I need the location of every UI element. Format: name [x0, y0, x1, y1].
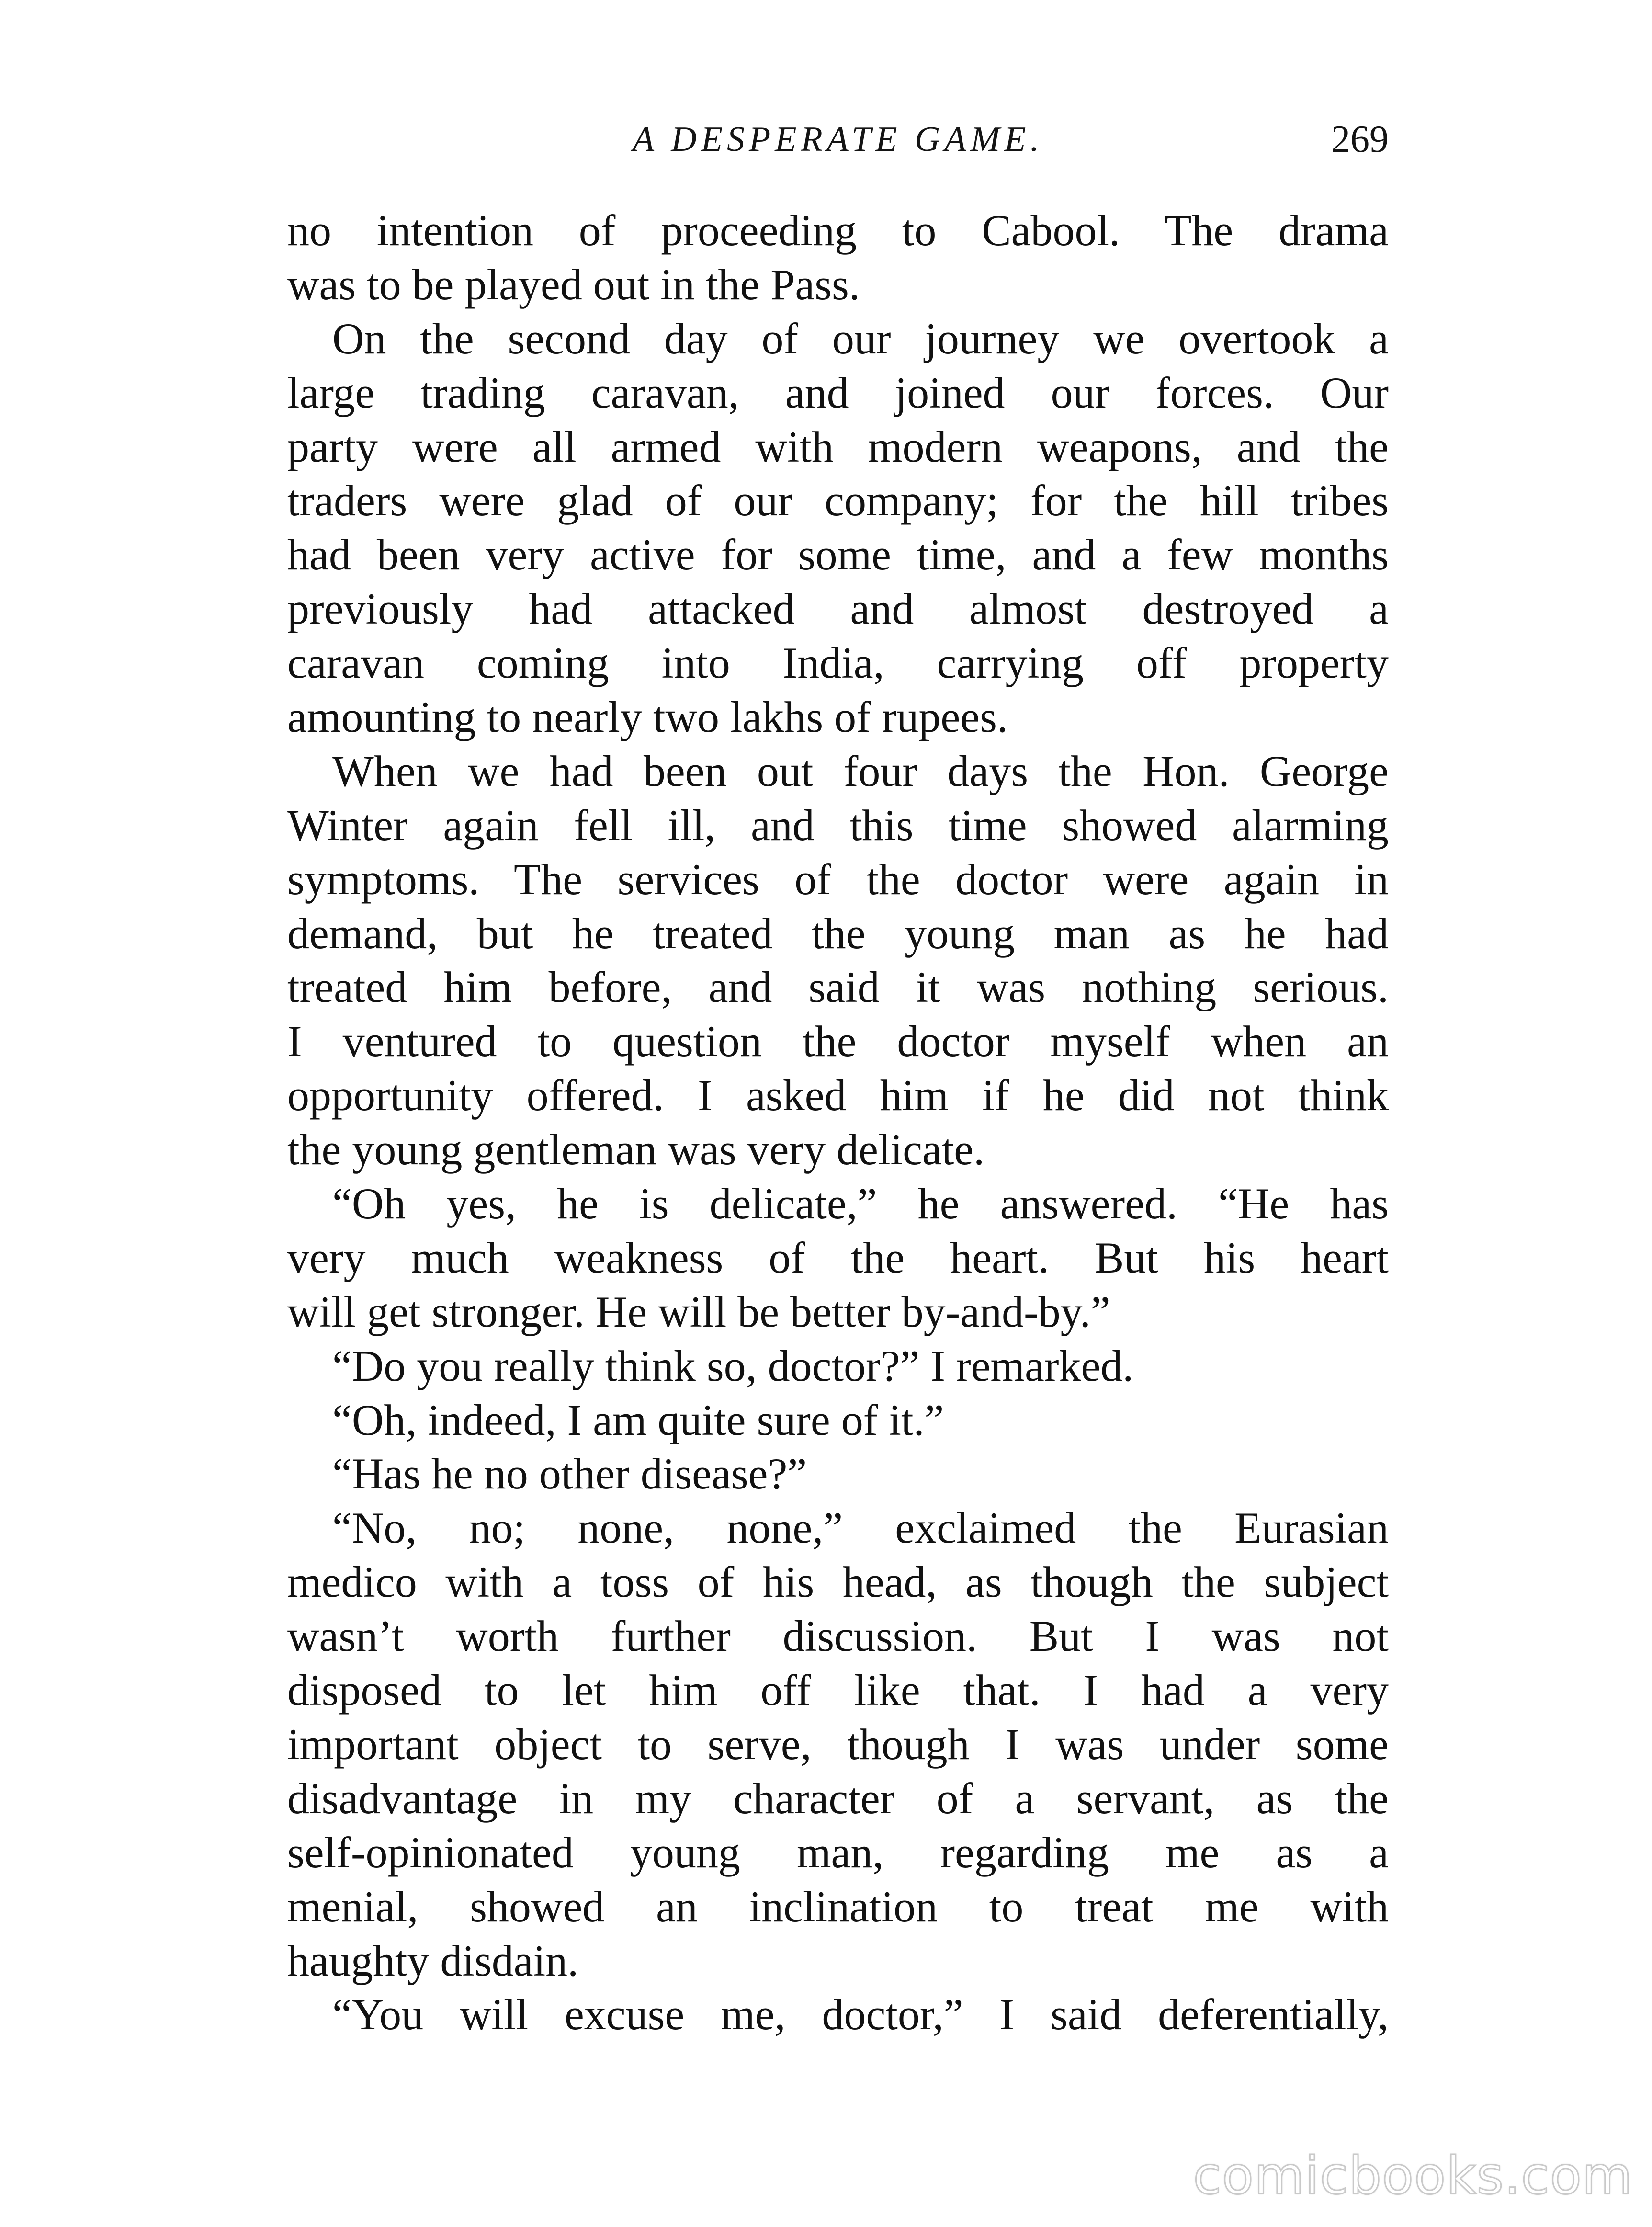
text-line: “Do you really think so, doctor?” I remarked. [332, 1341, 1134, 1390]
text-line: symptoms. The services of the doctor were again in [287, 854, 1389, 904]
text-line: “Oh, indeed, I am quite sure of it.” [332, 1395, 944, 1444]
text-line: medico with a toss of his head, as though the subject [287, 1557, 1389, 1607]
text-line: I ventured to question the doctor myself when an [287, 1017, 1389, 1066]
text-line: will get stronger. He will be better by-and-by.” [287, 1287, 1110, 1336]
text-line: “No, no; none, none,” exclaimed the Eurasian [332, 1503, 1389, 1553]
text-line: On the second day of our journey we overtook a [332, 314, 1389, 363]
running-head [287, 113, 1389, 166]
running-title: A DESPERATE GAME. [633, 120, 1043, 159]
text-line: self-opinionated young man, regarding me as a [287, 1828, 1389, 1877]
text-line: menial, showed an inclination to treat me with [287, 1882, 1389, 1931]
text-line: wasn’t worth further discussion. But I was not [287, 1612, 1389, 1661]
text-line: traders were glad of our company; for the hill tribes [287, 476, 1389, 525]
text-line: disposed to let him off like that. I had a very [287, 1666, 1389, 1715]
text-line: opportunity offered. I asked him if he did not think [287, 1071, 1389, 1120]
text-line: the young gentleman was very delicate. [287, 1125, 985, 1174]
text-line: treated him before, and said it was nothing serious. [287, 963, 1389, 1012]
text-line: haughty disdain. [287, 1936, 579, 1985]
text-line: “Oh yes, he is delicate,” he answered. “He has [332, 1179, 1389, 1228]
text-line: Winter again fell ill, and this time showed alarming [287, 800, 1389, 850]
text-line: had been very active for some time, and a few months [287, 530, 1389, 579]
text-line: disadvantage in my character of a servant, as the [287, 1773, 1389, 1823]
text-line: When we had been out four days the Hon. George [332, 746, 1389, 795]
text-line: no intention of proceeding to Cabool. The drama [287, 206, 1389, 255]
text-line: large trading caravan, and joined our forces. Our [287, 368, 1389, 417]
text-line: previously had attacked and almost destroyed a [287, 584, 1389, 634]
text-line: caravan coming into India, carrying off property [287, 638, 1389, 688]
text-line: amounting to nearly two lakhs of rupees. [287, 693, 1008, 742]
text-line: was to be played out in the Pass. [287, 260, 860, 309]
text-line: demand, but he treated the young man as he had [287, 909, 1389, 958]
text-line: important object to serve, though I was under some [287, 1719, 1389, 1769]
text-line: “You will excuse me, doctor,” I said deferentially, [332, 1990, 1389, 2039]
text-line: party were all armed with modern weapons, and the [287, 422, 1389, 471]
page-number: 269 [1331, 118, 1389, 160]
text-line: “Has he no other disease?” [332, 1449, 807, 1499]
watermark: comicbooks.com [1193, 2146, 1633, 2206]
text-line: very much weakness of the heart. But his heart [287, 1233, 1389, 1282]
body-text [287, 204, 1389, 2042]
